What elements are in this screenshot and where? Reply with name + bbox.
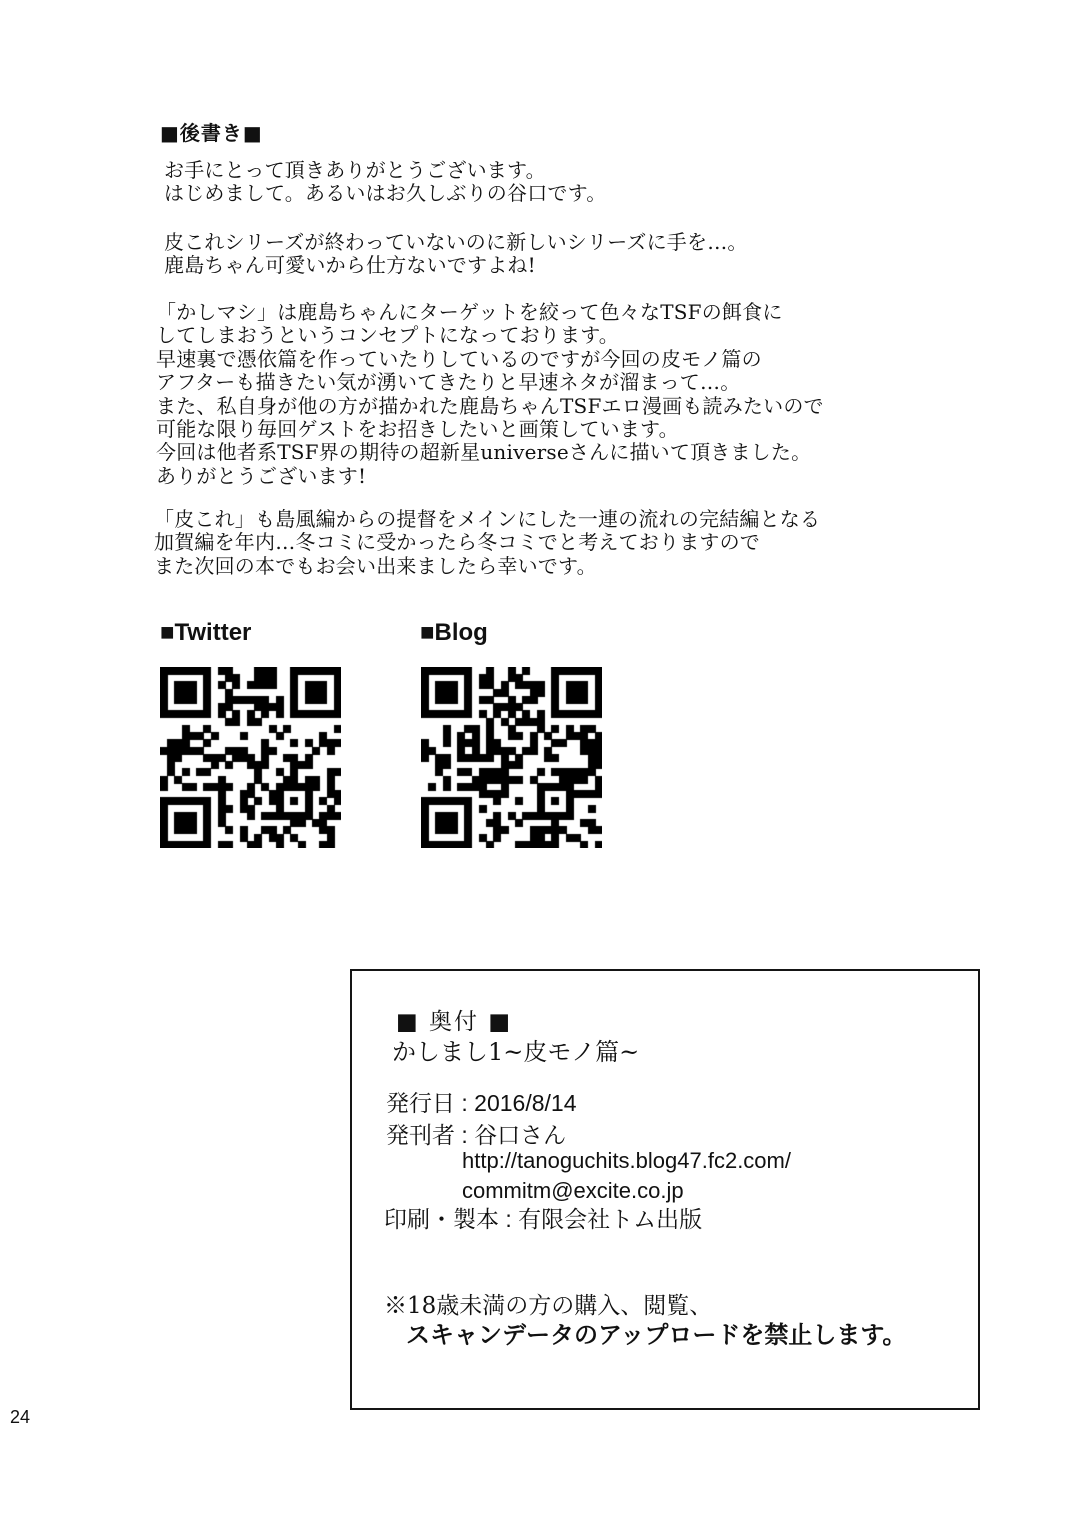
text-line: 早速裏で憑依篇を作っていたりしているのですが今回の皮モノ篇の: [156, 346, 762, 371]
text-line: また次回の本でもお会い出来ましたら幸いです。: [154, 553, 597, 578]
text-line: 加賀編を年内…冬コミに受かったら冬コミでと考えておりますので: [154, 530, 760, 555]
afterword-heading: ■後書き■: [160, 121, 263, 145]
text-line: 可能な限り毎回ゲストをお招きしたいと画策しています。: [156, 417, 679, 442]
text-line: お手にとって頂きありがとうございます。: [164, 158, 546, 182]
age-warning-line-1: ※18歳未満の方の購入、閲覧、: [384, 1293, 713, 1319]
publish-date: 発行日 : 2016/8/14: [386, 1090, 577, 1116]
text-line: 「かしマシ」は鹿島ちゃんにターゲットを絞って色々なTSFの餌食に: [156, 300, 783, 324]
publisher-url: http://tanoguchits.blog47.fc2.com/: [462, 1148, 791, 1173]
blog-qr-code-icon: [421, 667, 602, 848]
colophon-box: [350, 969, 980, 1410]
colophon-heading: ■ 奥付 ■: [396, 1009, 513, 1035]
blog-label: ■Blog: [420, 619, 488, 646]
text-line: してしまおうというコンセプトになっております。: [156, 323, 619, 348]
afterword-paragraph-3: [156, 301, 824, 488]
text-line: 皮これシリーズが終わっていないのに新しいシリーズに手を…。: [164, 230, 748, 254]
text-line: ありがとうございます!: [156, 463, 367, 488]
twitter-label: ■Twitter: [160, 619, 252, 646]
afterword-paragraph-1: [164, 159, 606, 206]
text-line: 今回は他者系TSF界の期待の超新星universeさんに描いて頂きました。: [156, 440, 812, 465]
publisher-email: commitm@excite.co.jp: [462, 1178, 684, 1203]
age-warning-line-2: スキャンデータのアップロードを禁止します。: [406, 1320, 907, 1349]
publisher: 発刊者 : 谷口さん: [386, 1122, 567, 1148]
text-line: 鹿島ちゃん可愛いから仕方ないですよね!: [164, 253, 536, 278]
text-line: アフターも描きたい気が湧いてきたりと早速ネタが溜まって…。: [156, 370, 741, 395]
page-number: 24: [10, 1407, 31, 1427]
printer: 印刷・製本 : 有限会社トム出版: [384, 1206, 703, 1232]
text-line: 「皮これ」も島風編からの提督をメインにした一連の流れの完結編となる: [154, 507, 821, 531]
text-line: また、私自身が他の方が描かれた鹿島ちゃんTSFエロ漫画も読みたいので: [156, 393, 824, 418]
book-title: かしまし1~皮モノ篇~: [392, 1038, 640, 1066]
twitter-qr-code-icon: [160, 667, 341, 848]
afterword-paragraph-2: [164, 231, 748, 278]
afterword-paragraph-4: [154, 508, 820, 578]
text-line: はじめまして。あるいはお久しぶりの谷口です。: [164, 181, 607, 206]
